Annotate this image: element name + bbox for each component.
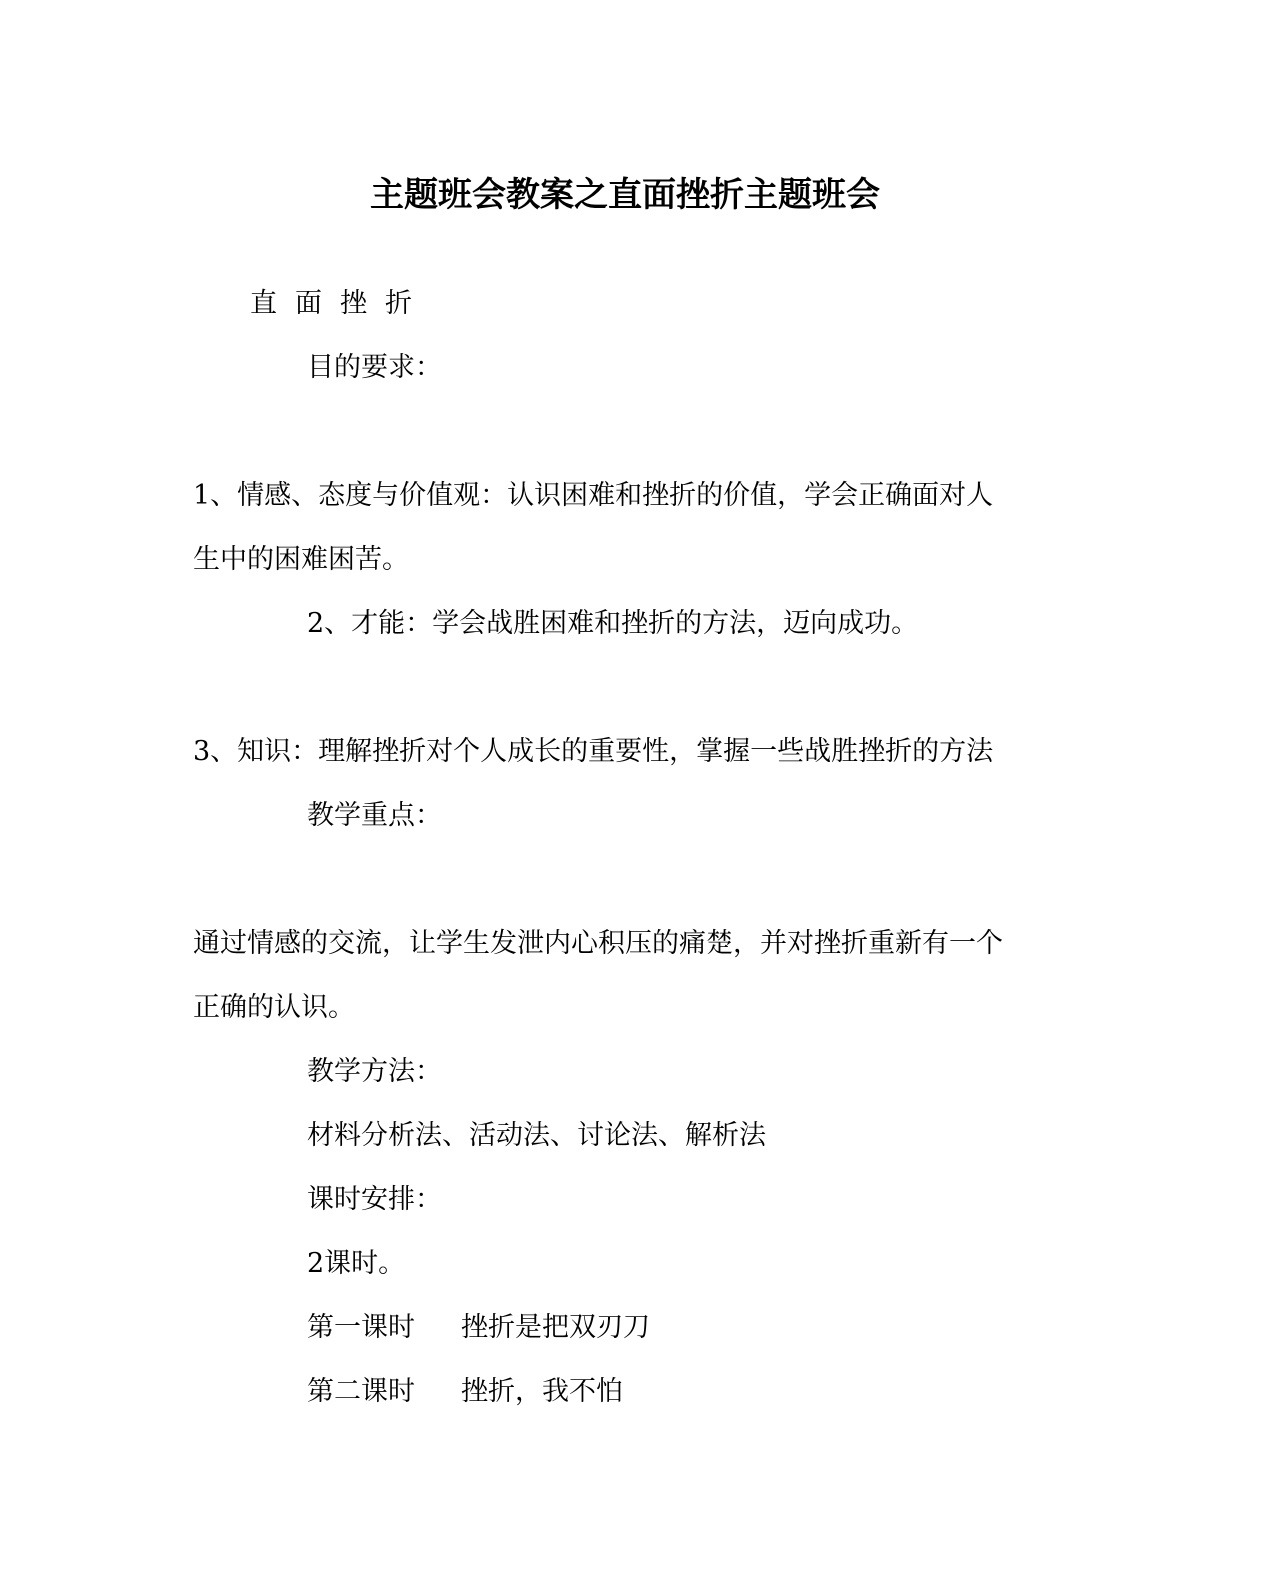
methods-list: 材料分析法、活动法、讨论法、解析法 — [307, 1120, 766, 1151]
schedule-value: 2课时。 — [307, 1248, 406, 1279]
key-points-line-1: 通过情感的交流，让学生发泄内心积压的痛楚，并对挫折重新有一个 — [193, 928, 1003, 959]
lesson-1-row — [307, 1308, 650, 1348]
lesson-1-label: 第一课时 — [307, 1312, 415, 1343]
key-points-label: 教学重点： — [307, 800, 442, 831]
purpose-label: 目的要求： — [307, 352, 442, 383]
goal-2: 2、才能：学会战胜困难和挫折的方法，迈向成功。 — [307, 608, 919, 639]
methods-label: 教学方法： — [307, 1056, 442, 1087]
section-heading: 直面挫折 — [250, 288, 430, 319]
lesson-2-title: 挫折，我不怕 — [461, 1376, 623, 1407]
goal-1-line-2: 生中的困难困苦。 — [193, 544, 409, 575]
document-title: 主题班会教案之直面挫折主题班会 — [370, 175, 880, 215]
schedule-label: 课时安排： — [307, 1184, 442, 1215]
key-points-line-2: 正确的认识。 — [193, 992, 355, 1023]
lesson-2-row — [307, 1372, 623, 1412]
goal-1-line-1: 1、情感、态度与价值观：认识困难和挫折的价值，学会正确面对人 — [193, 480, 994, 511]
lesson-1-title: 挫折是把双刃刀 — [461, 1312, 650, 1343]
goal-3: 3、知识：理解挫折对个人成长的重要性，掌握一些战胜挫折的方法 — [193, 736, 994, 767]
lesson-2-label: 第二课时 — [307, 1376, 415, 1407]
